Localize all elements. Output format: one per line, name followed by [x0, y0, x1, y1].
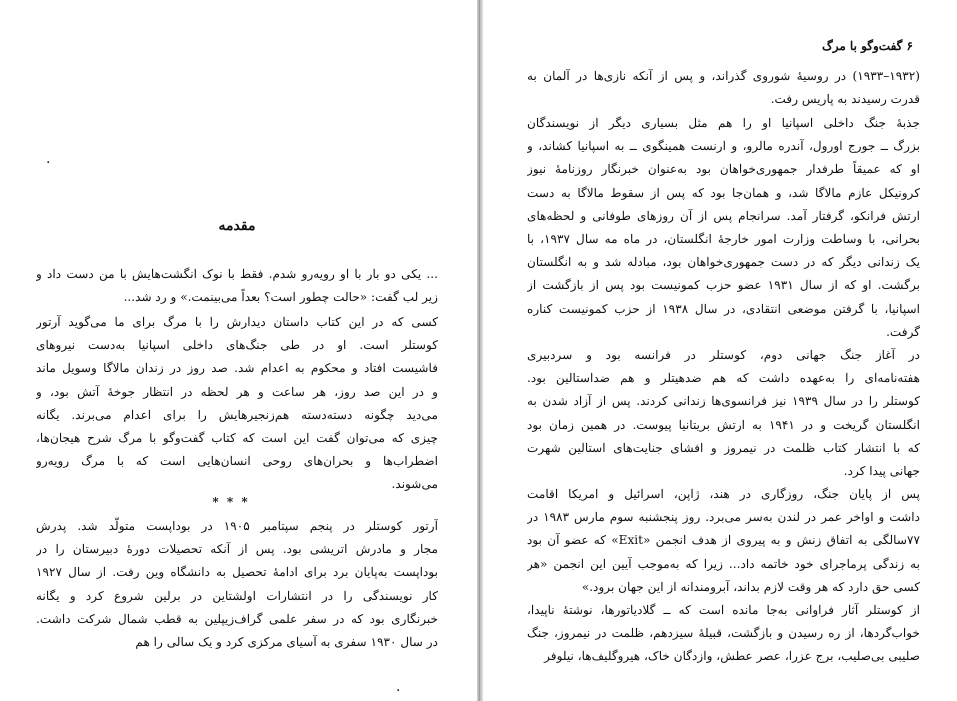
text-line: کسی که در این کتاب داستان دیدارش را با مرگ برای ما می‌گوید آرتور: [36, 315, 438, 329]
text-line: یک زندانی دیگر که در دست جمهوری‌خواهان بود، مبادله شد و به انگلستان: [527, 255, 920, 270]
text-line: او که عمیقاً طرفدار جمهوری‌خواهان بود به‌عنوان خبرنگار روزنامهٔ نیوز: [527, 162, 920, 177]
text-line: آرتور کوستلر در پنجم سپتامبر ۱۹۰۵ در بوداپست متولّد شد. پدرش: [36, 519, 438, 533]
paragraph: [36, 311, 438, 497]
paragraph: [527, 599, 920, 669]
text-line: کوستلر را در سال ۱۹۳۹ نیز فرانسوی‌ها زندانی کردند. پس از آزاد شدن به: [527, 394, 920, 409]
paragraph: [36, 515, 438, 654]
text-line: ۷۷سالگی به اتفاق زنش و به پیروی از هدف انجمن «Exit» که عضو آن بود: [527, 533, 920, 548]
text-line: بحرانی، با وساطت وزارت امور خارجهٔ انگلستان، در ماه مه سال ۱۹۳۷، با: [527, 232, 920, 247]
text-line: جهانی پیدا کرد.: [843, 464, 920, 479]
text-line: صلیبی بی‌صلیب، برج عزرا، عصر عطش، وازدگان خاک، هیروگلیف‌ها، نیلوفر: [544, 649, 920, 664]
text-line: اسپانیا، با گرفتن موضعی انتقادی، در سال ۱۹۳۸ از حزب کمونیست کناره: [527, 301, 920, 316]
text-line: از کوستلر آثار فراوانی به‌جا مانده است که ــ گلادیاتورها، نوشتهٔ ناپیدا،: [527, 603, 920, 617]
text-line: ... یکی دو بار با او رویه‌رو شدم. فقط با نوک انگشت‌هایش با من دست داد و: [36, 267, 438, 281]
section-heading: مقدمه: [218, 218, 256, 234]
text-line: در آغاز جنگ جهانی دوم، کوستلر در فرانسه بود و سردبیری: [527, 348, 920, 362]
text-line: اضطراب‌ها و بحران‌های روحی انسان‌هایی است که با مرگ رویه‌رو: [36, 454, 438, 469]
paragraph: [527, 65, 920, 111]
text-line: قدرت رسیدند به پاریس رفت.: [770, 92, 920, 107]
text-line: کار نویسندگی را در انتشارات اولشتاین در برلین شروع کرد و یگانه: [36, 588, 438, 603]
text-line: در سال ۱۹۳۰ سفری به آسیای مرکزی کرد و یک سالی را هم: [135, 635, 438, 650]
text-line: بزرگ ــ جورج اورول، آندره مالرو، و ارنست همینگوی ــ به اسپانیا کشاند، و: [527, 139, 920, 154]
right-page: [483, 0, 957, 701]
text-line: هفته‌نامه‌ای را به‌عهده داشت که هم ضدهیتلر و هم ضداستالین بود.: [527, 371, 920, 386]
running-head: ۶ گفت‌وگو با مرگ: [821, 39, 913, 53]
text-line: فاشیست افتاد و محکوم به اعدام شد. صد روز در زندان مالاگا وسویل ماند: [36, 361, 438, 376]
text-line: مجار و مادرش اتریشی بود. پس از آنکه تحصیلات دورهٔ دبیرستان را در: [36, 542, 438, 557]
text-line: می‌شوند.: [391, 477, 438, 492]
text-line: ارتش فرانکو، گرفتار آمد. سرانجام پس از آن روزهای طوفانی و لحظه‌های: [527, 208, 920, 223]
text-line: گرفت.: [886, 324, 920, 339]
margin-dot: ·: [396, 683, 401, 699]
left-page: [0, 0, 477, 701]
margin-dot: ·: [46, 155, 51, 171]
paragraph: [527, 112, 920, 344]
text-line: خواب‌گردها، از ره رسیدن و بازگشت، قبیلهٔ سیزدهم، ظلمت در نیمروز، جنگ: [527, 626, 920, 641]
text-line: که با انتشار کتاب ظلمت در نیمروز و افشای جنایت‌های استالین شهرت: [527, 440, 920, 455]
text-line: خبرنگاری بود که در سفر علمی گراف‌زیپلین به قطب شمال شرکت داشت.: [36, 611, 438, 626]
text-line: برگشت. او که از سال ۱۹۳۱ عضو حزب کمونیست بود پس از بازگشت از: [527, 278, 920, 293]
paragraph: [527, 344, 920, 483]
section-separator: * * *: [212, 495, 250, 509]
text-line: جذبهٔ جنگ داخلی اسپانیا او را هم مثل بسیاری دیگر از نویسندگان: [527, 116, 920, 130]
text-line: داشت و اواخر عمر در لندن به‌سر می‌برد. روز پنجشنبه سوم مارس ۱۹۸۳ در: [527, 510, 920, 525]
text-line: کوستلر است. او در طی جنگ‌های داخلی اسپانیا به‌دست نیروهای: [36, 338, 438, 353]
text-line: بوداپست به‌پایان برد برای ادامهٔ تحصیل به دانشگاه وین رفت. از سال ۱۹۲۷: [36, 565, 438, 580]
intro-paragraph: [36, 263, 438, 309]
text-line: و در این صد روز، هر ساعت و هر لحظه در انتظار جوخهٔ آتش بود، و: [36, 384, 438, 399]
text-line: کسی حق دارد که هر وقت لازم بداند، آبرومندانه از این جهان برود.»: [581, 579, 920, 594]
text-line: می‌دید چگونه دسته‌دسته هم‌زنجیرهایش را برای اعدام می‌برند. یگانه: [36, 407, 438, 422]
text-line: چیزی که می‌توان گفت این است که کتاب گفت‌وگو با مرگ شرح هیجان‌ها،: [36, 431, 438, 446]
paragraph: [527, 483, 920, 599]
text-line: زیر لب گفت: «حالت چطور است؟ بعداً می‌بینمت.» و رد شد...: [123, 290, 438, 305]
text-line: به زندگی پرماجرای خود خاتمه داد... زیرا که به‌موجب آیین این انجمن «هر: [527, 556, 920, 571]
text-line: انگلستان گریخت و در ۱۹۴۱ به ارتش بریتانیا پیوست. در همین زمان بود: [527, 417, 920, 432]
text-line: کرونیکل عازم مالاگا شد، و همان‌جا بود که پس از سقوط مالاگا به دست: [527, 185, 920, 200]
text-line: (۱۹۳۲–۱۹۳۳) در روسیهٔ شوروی گذراند، و پس از آنکه نازی‌ها در آلمان به: [527, 69, 920, 83]
text-line: پس از پایان جنگ، روزگاری در هند، ژاپن، اسرائیل و امریکا اقامت: [527, 487, 920, 501]
